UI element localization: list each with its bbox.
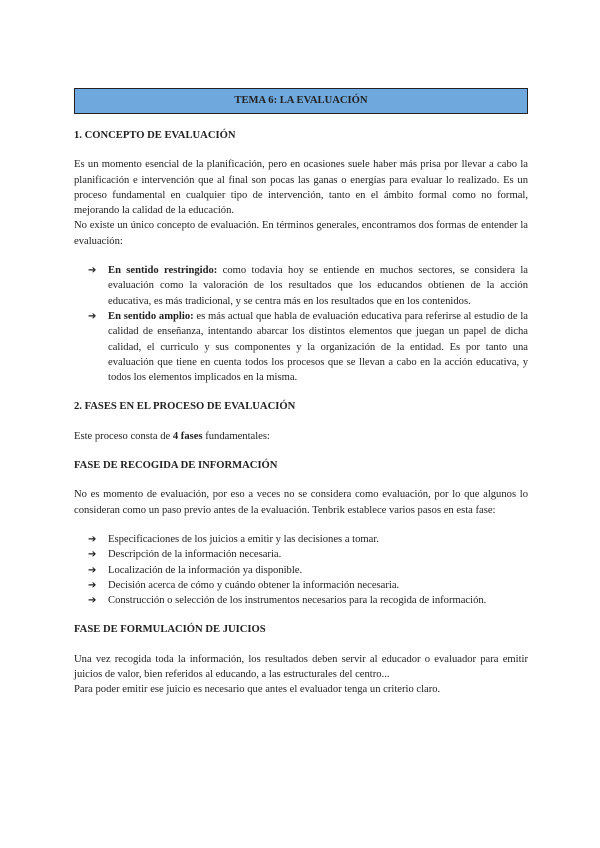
list-item [88, 547, 528, 562]
bullet-text: Construcción o selección de los instrumentos necesarios para la recogida de información. [108, 595, 487, 607]
fase1-paragraph: No es momento de evaluación, por eso a veces no se considera como evaluación, por lo que algunos lo consideran como un paso previo antes de la evaluación. Tenbrik establece varios pasos en esta fase: [74, 489, 528, 516]
section1-paragraph-1: Es un momento esencial de la planificación, pero en ocasiones suele haber más prisa por llevar a cabo la planificación e intervención que al final son pocas las ganas o energías para evaluar lo realizado. Es un proceso fundamental en cualquier tipo de intervención, tanto en el ámbito formal como no formal, mejorando la calidad de la educación. [74, 159, 528, 217]
bullet-text: Descripción de la información necesaria. [108, 549, 282, 561]
section2-heading: 2. FASES EN EL PROCESO DE EVALUACIÓN [74, 401, 296, 413]
fase2-paragraph-2: Para poder emitir ese juicio es necesario que antes el evaluador tenga un criterio claro. [74, 684, 441, 696]
list-item [88, 593, 528, 608]
bullet-text: Localización de la información ya disponible. [108, 564, 303, 576]
bullet-bold-term: En sentido restringido: [108, 265, 218, 277]
intro-text-end: fundamentales: [202, 430, 270, 442]
arrow-right-icon: ➔ [88, 549, 97, 561]
list-item [88, 532, 528, 547]
intro-bold: 4 fases [172, 430, 203, 442]
intro-text: Este proceso consta de [74, 430, 173, 442]
bullet-text: como todavia hoy se entiende en muchos sectores, se considera la evaluación como la valoración de los resultados que los educandos obtienen de la acción educativa, es más tradicional, y se centra más en los resultados que en los contenidos. [108, 265, 528, 307]
page-title-box [74, 88, 528, 114]
section1-bullet-list [74, 263, 528, 385]
bullet-text: Especificaciones de los juicios a emitir y las decisiones a tomar. [108, 533, 379, 545]
arrow-right-icon: ➔ [88, 564, 97, 576]
bullet-bold-term: En sentido amplio: [108, 310, 194, 322]
list-item [88, 263, 528, 309]
fase2-heading: FASE DE FORMULACIÓN DE JUICIOS [74, 624, 266, 636]
arrow-right-icon: ➔ [88, 533, 97, 545]
bullet-text: es más actual que habla de evaluación educativa para referirse al estudio de la calidad de enseñanza, intentando abarcar los distintos elementos que juegan un papel de dicha calidad, el curriculo y sus componentes y la organización de la entidad. Es por tanto una evaluación que tiene en cuenta todos los procesos que se llevan a cabo en la acción educativa, y todos los elementos implicados en la misma. [108, 310, 528, 384]
section2-intro [74, 429, 528, 444]
fase2-paragraph-1: Una vez recogida toda la información, los resultados deben servir al educador o evaluador para emitir juicios de valor, bien referidos al educando, a las estructurales del centro... [74, 653, 528, 681]
list-item [88, 563, 528, 578]
list-item [88, 309, 528, 385]
bullet-text: Decisión acerca de cómo y cuándo obtener la información necesaria. [108, 579, 400, 591]
fase1-heading: FASE DE RECOGIDA DE INFORMACIÓN [74, 460, 278, 472]
document-page [74, 88, 528, 698]
section1-paragraph-2: No existe un único concepto de evaluación. En términos generales, encontramos dos formas de entender la evaluación: [74, 220, 528, 247]
arrow-right-icon: ➔ [88, 265, 97, 277]
arrow-right-icon: ➔ [88, 310, 97, 322]
section1-heading: 1. CONCEPTO DE EVALUACIÓN [74, 130, 236, 141]
page-title: TEMA 6: LA EVALUACIÓN [234, 95, 368, 107]
fase1-bullet-list [74, 532, 528, 608]
arrow-right-icon: ➔ [88, 595, 97, 607]
list-item [88, 578, 528, 593]
arrow-right-icon: ➔ [88, 579, 97, 591]
